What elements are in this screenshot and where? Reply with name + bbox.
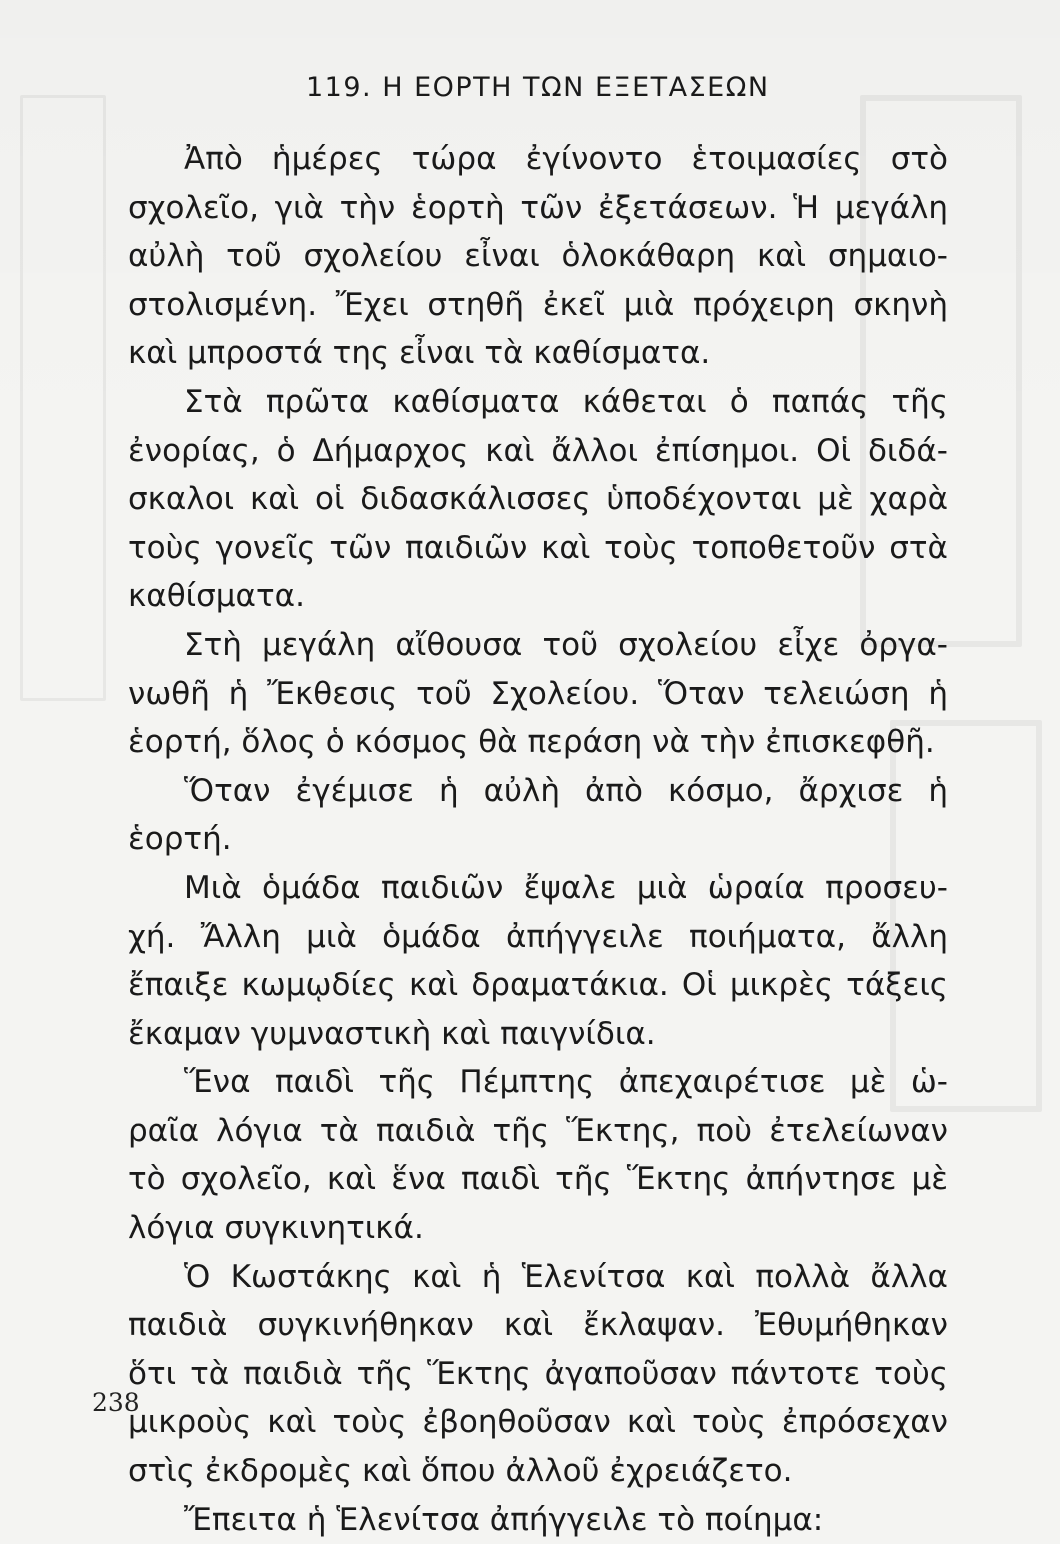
text-line: Ὁ Κωστάκης καὶ ἡ Ἑλενίτσα καὶ πολλὰ ἄλλα	[184, 1258, 948, 1295]
text-line: ἔπαιξε κωμῳδίες καὶ δραματάκια. Οἱ μικρὲς τάξεις	[128, 967, 948, 1004]
text-line: τὸ σχολεῖο, καὶ ἕνα παιδὶ τῆς Ἕκτης ἀπήντησε μὲ	[128, 1161, 948, 1198]
text-line: καθίσματα.	[128, 578, 305, 615]
text-line: ραῖα λόγια τὰ παιδιὰ τῆς Ἕκτης, ποὺ ἐτελείωναν	[128, 1112, 948, 1149]
text-line: καὶ μπροστά της εἶναι τὰ καθίσματα.	[128, 335, 711, 372]
text-line: παιδιὰ συγκινήθηκαν καὶ ἔκλαψαν. Ἐθυμήθηκαν	[128, 1307, 948, 1344]
text-line: ὅτι τὰ παιδιὰ τῆς Ἕκτης ἀγαποῦσαν πάντοτε τοὺς	[128, 1355, 948, 1392]
text-line: ἔκαμαν γυμναστικὴ καὶ παιγνίδια.	[128, 1015, 656, 1052]
text-line: Ὅταν ἐγέμισε ἡ αὐλὴ ἀπὸ κόσμο, ἄρχισε ἡ	[184, 772, 948, 809]
text-line: λόγια συγκινητικά.	[128, 1210, 424, 1247]
text-line: χή. Ἄλλη μιὰ ὁμάδα ἀπήγγειλε ποιήματα, ἄλλη	[128, 918, 948, 955]
show-through-shadow	[20, 95, 106, 701]
text-line: Ἕνα παιδὶ τῆς Πέμπτης ἀπεχαιρέτισε μὲ ὡ-	[184, 1064, 948, 1101]
text-line: νωθῆ ἡ Ἔκθεσις τοῦ Σχολείου. Ὅταν τελειώση ἡ	[128, 675, 948, 712]
text-line: τοὺς γονεῖς τῶν παιδιῶν καὶ τοὺς τοποθετοῦν στὰ	[128, 529, 948, 566]
text-line: Ἀπὸ ἡμέρες τώρα ἐγίνοντο ἑτοιμασίες στὸ	[184, 141, 948, 177]
body-text	[128, 135, 948, 1544]
text-line: Ἔπειτα ἡ Ἑλενίτσα ἀπήγγειλε τὸ ποίημα:	[184, 1501, 824, 1538]
chapter-title: 119. Η ΕΟΡΤΗ ΤΩΝ ΕΞΕΤΑΣΕΩΝ	[306, 72, 770, 103]
text-line: ἐνορίας, ὁ Δήμαρχος καὶ ἄλλοι ἐπίσημοι. Οἱ διδά-	[128, 432, 948, 469]
text-line: Μιὰ ὁμάδα παιδιῶν ἔψαλε μιὰ ὡραία προσευ-	[184, 869, 948, 906]
page-number: 238	[92, 1388, 140, 1417]
text-line: Στὴ μεγάλη αἴθουσα τοῦ σχολείου εἶχε ὀργα-	[184, 626, 948, 663]
text-line: μικροὺς καὶ τοὺς ἐβοηθοῦσαν καὶ τοὺς ἐπρόσεχαν	[128, 1404, 948, 1441]
text-line: σκαλοι καὶ οἱ διδασκάλισσες ὑποδέχονται μὲ χαρὰ	[128, 481, 948, 518]
text-line: ἑορτή.	[128, 821, 232, 858]
text-line: σχολεῖο, γιὰ τὴν ἑορτὴ τῶν ἐξετάσεων. Ἡ μεγάλη	[128, 189, 948, 226]
text-line: ἑορτή, ὅλος ὁ κόσμος θὰ περάση νὰ τὴν ἐπισκεφθῆ.	[128, 724, 935, 761]
text-line: Στὰ πρῶτα καθίσματα κάθεται ὁ παπάς τῆς	[184, 383, 948, 420]
text-line: αὐλὴ τοῦ σχολείου εἶναι ὁλοκάθαρη καὶ σημαιο-	[128, 238, 948, 275]
text-line: στολισμένη. Ἔχει στηθῆ ἐκεῖ μιὰ πρόχειρη σκηνὴ	[128, 286, 948, 323]
text-line: στὶς ἐκδρομὲς καὶ ὅπου ἀλλοῦ ἐχρειάζετο.	[128, 1453, 793, 1490]
